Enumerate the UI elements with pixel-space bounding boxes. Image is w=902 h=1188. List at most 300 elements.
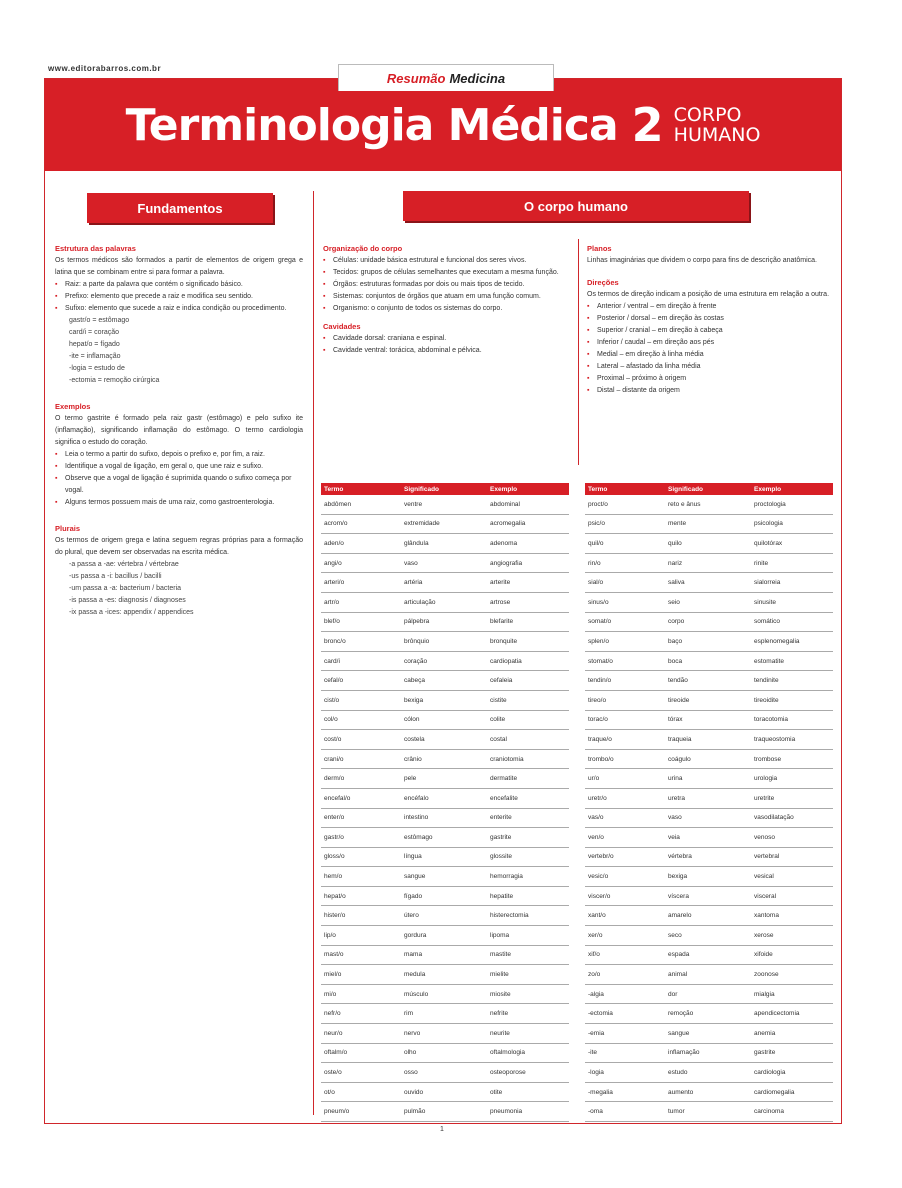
table-cell: traqueia <box>665 730 751 750</box>
table-row <box>585 1024 833 1044</box>
table-row <box>321 690 569 710</box>
table-cell: nefrite <box>487 1004 569 1024</box>
table-row <box>321 867 569 887</box>
table-cell: hem/o <box>321 867 401 887</box>
table-cell: cefaleia <box>487 671 569 691</box>
table-cell: cist/o <box>321 690 401 710</box>
column-header: Termo <box>321 483 401 495</box>
table-cell: tireo/o <box>585 690 665 710</box>
table-cell: cost/o <box>321 730 401 750</box>
table-cell: splen/o <box>585 632 665 652</box>
table-cell: -algia <box>585 984 665 1004</box>
table-row <box>321 808 569 828</box>
list-item: ▪ Identifique a vogal de ligação, em geral o, que une raiz e sufixo. <box>55 461 303 473</box>
column-divider-left <box>313 191 314 1115</box>
table-cell: zo/o <box>585 965 665 985</box>
table-cell: encefal/o <box>321 788 401 808</box>
example-line: gastr/o = estômago <box>69 317 130 324</box>
table-cell: crani/o <box>321 749 401 769</box>
table-cell: pele <box>401 769 487 789</box>
table-cell: cefal/o <box>321 671 401 691</box>
table-row <box>585 847 833 867</box>
example-line: hepat/o = fígado <box>69 341 120 348</box>
table-cell: urologia <box>751 769 833 789</box>
table-row <box>585 671 833 691</box>
table-cell: zoonose <box>751 965 833 985</box>
table-cell: mielite <box>487 965 569 985</box>
table-cell: traqueostomia <box>751 730 833 750</box>
list-cavidades <box>323 333 571 357</box>
table-row <box>321 984 569 1004</box>
table-cell: -ectomia <box>585 1004 665 1024</box>
table-cell: artr/o <box>321 592 401 612</box>
table-cell: pálpebra <box>401 612 487 632</box>
table-cell: neurite <box>487 1024 569 1044</box>
subheading-direcoes: Direções <box>587 278 619 287</box>
table-cell: venoso <box>751 828 833 848</box>
list-direcoes <box>587 301 833 397</box>
subtitle-line2: HUMANO <box>673 124 761 146</box>
table-cell: abdômen <box>321 495 401 514</box>
section-header-corpo: O corpo humano <box>403 191 749 221</box>
table-cell: trombose <box>751 749 833 769</box>
table-header-row <box>321 483 569 495</box>
table-row <box>321 710 569 730</box>
table-cell: colite <box>487 710 569 730</box>
subheading-organizacao: Organização do corpo <box>323 244 403 253</box>
example-line: -ite = inflamação <box>69 353 121 360</box>
table-cell: artrose <box>487 592 569 612</box>
table-cell: col/o <box>321 710 401 730</box>
table-cell: carcinoma <box>751 1102 833 1122</box>
table-cell: veia <box>665 828 751 848</box>
table-cell: lipoma <box>487 926 569 946</box>
table-cell: -ite <box>585 1043 665 1063</box>
table-cell: ventre <box>401 495 487 514</box>
table-cell: apendicectomia <box>751 1004 833 1024</box>
table-row <box>585 651 833 671</box>
table-cell: vertebr/o <box>585 847 665 867</box>
table-row <box>321 730 569 750</box>
table-cell: dor <box>665 984 751 1004</box>
table-cell: seco <box>665 926 751 946</box>
table-row <box>321 1063 569 1083</box>
list-estrutura <box>55 279 303 315</box>
table-cell: ouvido <box>401 1082 487 1102</box>
table-cell: gastrite <box>487 828 569 848</box>
table-cell: animal <box>665 965 751 985</box>
table-row <box>585 886 833 906</box>
table-row <box>585 730 833 750</box>
table-cell: hepat/o <box>321 886 401 906</box>
table-row <box>321 828 569 848</box>
table-cell: craniotomia <box>487 749 569 769</box>
table-cell: bronquite <box>487 632 569 652</box>
table-cell: vértebra <box>665 847 751 867</box>
table-cell: cardiopatia <box>487 651 569 671</box>
table-cell: dermatite <box>487 769 569 789</box>
table-row <box>585 945 833 965</box>
table-cell: -oma <box>585 1102 665 1122</box>
table-row <box>321 1024 569 1044</box>
table-cell: intestino <box>401 808 487 828</box>
list-item: ▪ Lateral – afastado da linha média <box>587 361 833 373</box>
table-row <box>585 965 833 985</box>
table-cell: pneumonia <box>487 1102 569 1122</box>
table-cell: mast/o <box>321 945 401 965</box>
table-cell: cardiologia <box>751 1063 833 1083</box>
table-cell: sinus/o <box>585 592 665 612</box>
column-header: Exemplo <box>487 483 569 495</box>
table-row <box>585 514 833 534</box>
table-cell: oftalm/o <box>321 1043 401 1063</box>
table-row <box>585 495 833 514</box>
table-cell: vesical <box>751 867 833 887</box>
table-cell: arterite <box>487 573 569 593</box>
list-item: ▪ Organismo: o conjunto de todos os sistemas do corpo. <box>323 303 571 315</box>
table-cell: viscer/o <box>585 886 665 906</box>
table-cell: esplenomegalia <box>751 632 833 652</box>
table-cell: baço <box>665 632 751 652</box>
table-cell: tireoidite <box>751 690 833 710</box>
list-item: ▪ Prefixo: elemento que precede a raiz e modifica seu sentido. <box>55 291 303 303</box>
page-subtitle <box>674 105 761 145</box>
table-row <box>321 1004 569 1024</box>
table-cell: pneum/o <box>321 1102 401 1122</box>
table-cell: glândula <box>401 534 487 554</box>
table-cell: artéria <box>401 573 487 593</box>
table-cell: olho <box>401 1043 487 1063</box>
column-header: Significado <box>665 483 751 495</box>
example-line: -logia = estudo de <box>69 365 125 372</box>
table-row <box>585 534 833 554</box>
table-cell: costal <box>487 730 569 750</box>
table-cell: vertebral <box>751 847 833 867</box>
table-cell: quilo <box>665 534 751 554</box>
table-cell: sialorreia <box>751 573 833 593</box>
table-cell: gloss/o <box>321 847 401 867</box>
table-cell: oftalmologia <box>487 1043 569 1063</box>
table-row <box>321 788 569 808</box>
table-cell: rinite <box>751 553 833 573</box>
table-row <box>321 1082 569 1102</box>
paragraph-planos: Linhas imaginárias que dividem o corpo para fins de descrição anatômica. <box>587 257 817 264</box>
table-row <box>321 926 569 946</box>
table-row <box>585 828 833 848</box>
table-cell: encéfalo <box>401 788 487 808</box>
example-line: -a passa a -ae: vértebra / vértebrae <box>69 561 179 568</box>
list-item: ▪ Tecidos: grupos de células semelhantes que executam a mesma função. <box>323 267 571 279</box>
table-cell: mente <box>665 514 751 534</box>
table-cell: aden/o <box>321 534 401 554</box>
list-exemplos <box>55 449 303 509</box>
table-cell: blef/o <box>321 612 401 632</box>
table-cell: encefalite <box>487 788 569 808</box>
table-row <box>321 965 569 985</box>
table-row <box>585 553 833 573</box>
brand-logo <box>338 64 554 91</box>
table-cell: adenoma <box>487 534 569 554</box>
table-cell: amarelo <box>665 906 751 926</box>
paragraph-plurais: Os termos de origem grega e latina seguem regras próprias para a formação do plural, que devem ser observadas na escrita médica. <box>55 537 303 556</box>
table-cell: ur/o <box>585 769 665 789</box>
table-cell: stomat/o <box>585 651 665 671</box>
example-line: card/i = coração <box>69 329 119 336</box>
table-cell: xerose <box>751 926 833 946</box>
table-row <box>321 769 569 789</box>
column-header: Significado <box>401 483 487 495</box>
table-cell: miosite <box>487 984 569 1004</box>
page-title: Terminologia Médica <box>125 99 618 151</box>
subheading-cavidades: Cavidades <box>323 322 361 331</box>
table-row <box>321 945 569 965</box>
table-cell: vaso <box>665 808 751 828</box>
table-cell: extremidade <box>401 514 487 534</box>
terms-table-right <box>585 483 833 1122</box>
table-cell: coração <box>401 651 487 671</box>
table-row <box>321 573 569 593</box>
brand-part2: Medicina <box>449 70 506 86</box>
table-row <box>585 690 833 710</box>
table-row <box>321 847 569 867</box>
list-item: ▪ Inferior / caudal – em direção aos pés <box>587 337 833 349</box>
table-cell: bexiga <box>665 867 751 887</box>
list-item: ▪ Superior / cranial – em direção à cabeça <box>587 325 833 337</box>
table-cell: costela <box>401 730 487 750</box>
table-cell: sangue <box>665 1024 751 1044</box>
table-cell: medula <box>401 965 487 985</box>
table-cell: uretrite <box>751 788 833 808</box>
table-cell: quilotórax <box>751 534 833 554</box>
table-cell: mi/o <box>321 984 401 1004</box>
sheet <box>44 78 842 1124</box>
table-cell: -logia <box>585 1063 665 1083</box>
table-cell: -emia <box>585 1024 665 1044</box>
table-row <box>585 788 833 808</box>
table-cell: boca <box>665 651 751 671</box>
table-row <box>585 573 833 593</box>
table-cell: remoção <box>665 1004 751 1024</box>
list-item: ▪ Sufixo: elemento que sucede a raiz e indica condição ou procedimento. <box>55 303 303 315</box>
table-cell: acrom/o <box>321 514 401 534</box>
table-cell: xantoma <box>751 906 833 926</box>
table-row <box>585 1004 833 1024</box>
table-cell: ot/o <box>321 1082 401 1102</box>
table-cell: histerectomia <box>487 906 569 926</box>
table-cell: proct/o <box>585 495 665 514</box>
table-cell: nariz <box>665 553 751 573</box>
corpo-column-right <box>587 243 833 397</box>
table-cell: coágulo <box>665 749 751 769</box>
table-cell: aumento <box>665 1082 751 1102</box>
terms-table-left <box>321 483 569 1122</box>
table-row <box>321 495 569 514</box>
table-cell: enterite <box>487 808 569 828</box>
table-cell: enter/o <box>321 808 401 828</box>
list-item: ▪ Medial – em direção à linha média <box>587 349 833 361</box>
table-cell: brônquio <box>401 632 487 652</box>
list-item: ▪ Anterior / ventral – em direção à frente <box>587 301 833 313</box>
table-cell: osteoporose <box>487 1063 569 1083</box>
table-cell: psic/o <box>585 514 665 534</box>
table-row <box>585 769 833 789</box>
table-cell: língua <box>401 847 487 867</box>
paragraph-direcoes: Os termos de direção indicam a posição de uma estrutura em relação a outra. <box>587 291 830 298</box>
table-header-row <box>585 483 833 495</box>
list-item: ▪ Posterior / dorsal – em direção às costas <box>587 313 833 325</box>
table-row <box>321 514 569 534</box>
list-item: ▪ Alguns termos possuem mais de uma raiz, como gastroenterologia. <box>55 497 303 509</box>
table-cell: sinusite <box>751 592 833 612</box>
table-cell: cabeça <box>401 671 487 691</box>
table-cell: nefr/o <box>321 1004 401 1024</box>
table-cell: uretra <box>665 788 751 808</box>
table-cell: somático <box>751 612 833 632</box>
table-cell: anemia <box>751 1024 833 1044</box>
table-cell: uretr/o <box>585 788 665 808</box>
list-item: ▪ Observe que a vogal de ligação é suprimida quando o sufixo começa por vogal. <box>55 473 303 497</box>
table-cell: blefarite <box>487 612 569 632</box>
page-number: 1 <box>440 1126 444 1133</box>
list-organizacao <box>323 255 571 315</box>
table-cell: visceral <box>751 886 833 906</box>
table-cell: vaso <box>401 553 487 573</box>
table-row <box>585 1082 833 1102</box>
list-item: ▪ Leia o termo a partir do sufixo, depois o prefixo e, por fim, a raiz. <box>55 449 303 461</box>
example-line: -um passa a -a: bacterium / bacteria <box>69 585 182 592</box>
table-cell: traque/o <box>585 730 665 750</box>
table-cell: card/i <box>321 651 401 671</box>
list-item: ▪ Células: unidade básica estrutural e funcional dos seres vivos. <box>323 255 571 267</box>
table-cell: xer/o <box>585 926 665 946</box>
table-row <box>321 592 569 612</box>
table-cell: pulmão <box>401 1102 487 1122</box>
table-cell: mastite <box>487 945 569 965</box>
table-row <box>585 867 833 887</box>
table-cell: vasodilatação <box>751 808 833 828</box>
table-cell: sial/o <box>585 573 665 593</box>
table-row <box>585 592 833 612</box>
table-cell: estudo <box>665 1063 751 1083</box>
table-row <box>585 1043 833 1063</box>
column-divider-right <box>578 239 579 465</box>
table-cell: cardiomegalia <box>751 1082 833 1102</box>
page-number-title: 2 <box>631 98 664 152</box>
table-cell: espada <box>665 945 751 965</box>
list-item: ▪ Cavidade dorsal: craniana e espinal. <box>323 333 571 345</box>
subtitle-line1: CORPO <box>673 104 742 126</box>
table-cell: gastrite <box>751 1043 833 1063</box>
table-cell: xif/o <box>585 945 665 965</box>
table-cell: trombo/o <box>585 749 665 769</box>
table-cell: acromegalia <box>487 514 569 534</box>
table-cell: reto e ânus <box>665 495 751 514</box>
list-item: ▪ Proximal – próximo à origem <box>587 373 833 385</box>
list-item: ▪ Distal – distante da origem <box>587 385 833 397</box>
table-cell: derm/o <box>321 769 401 789</box>
list-item: ▪ Cavidade ventral: torácica, abdominal e pélvica. <box>323 345 571 357</box>
example-line: -is passa a -es: diagnosis / diagnoses <box>69 597 186 604</box>
table-row <box>585 984 833 1004</box>
table-cell: tendão <box>665 671 751 691</box>
table-cell: arteri/o <box>321 573 401 593</box>
subheading-plurais: Plurais <box>55 524 81 533</box>
table-cell: tireoide <box>665 690 751 710</box>
subheading-estrutura: Estrutura das palavras <box>55 244 136 253</box>
table-cell: quil/o <box>585 534 665 554</box>
corpo-column-middle <box>323 243 571 357</box>
table-row <box>321 886 569 906</box>
table-row <box>585 808 833 828</box>
table-cell: otite <box>487 1082 569 1102</box>
table-cell: mialgia <box>751 984 833 1004</box>
table-cell: crânio <box>401 749 487 769</box>
table-cell: psicologia <box>751 514 833 534</box>
table-cell: xant/o <box>585 906 665 926</box>
table-cell: proctologia <box>751 495 833 514</box>
table-cell: estômago <box>401 828 487 848</box>
table-cell: miel/o <box>321 965 401 985</box>
table-cell: mama <box>401 945 487 965</box>
site-url: www.editorabarros.com.br <box>48 64 162 73</box>
table-cell: rin/o <box>585 553 665 573</box>
table-row <box>585 926 833 946</box>
table-cell: saliva <box>665 573 751 593</box>
table-cell: corpo <box>665 612 751 632</box>
table-cell: bronc/o <box>321 632 401 652</box>
table-cell: hister/o <box>321 906 401 926</box>
table-cell: -megalia <box>585 1082 665 1102</box>
table-cell: vas/o <box>585 808 665 828</box>
table-row <box>585 749 833 769</box>
example-line: -us passa a -i: bacillus / bacilli <box>69 573 162 580</box>
table-cell: somat/o <box>585 612 665 632</box>
table-cell: lip/o <box>321 926 401 946</box>
table-cell: gastr/o <box>321 828 401 848</box>
table-row <box>321 534 569 554</box>
table-cell: oste/o <box>321 1063 401 1083</box>
table-cell: músculo <box>401 984 487 1004</box>
paragraph-exemplos: O termo gastrite é formado pela raiz gastr (estômago) e pelo sufixo ite (inflamação), significando inflamação do estômago. O termo cardiologia significa o estudo do coração. <box>55 415 303 446</box>
column-header: Exemplo <box>751 483 833 495</box>
list-item: ▪ Sistemas: conjuntos de órgãos que atuam em uma função comum. <box>323 291 571 303</box>
table-cell: abdominal <box>487 495 569 514</box>
table-cell: tórax <box>665 710 751 730</box>
table-cell: glossite <box>487 847 569 867</box>
table-row <box>321 632 569 652</box>
table-row <box>585 1063 833 1083</box>
example-line: -ectomia = remoção cirúrgica <box>69 377 160 384</box>
example-line: -ix passa a -ices: appendix / appendices <box>69 609 194 616</box>
table-cell: cólon <box>401 710 487 730</box>
table-cell: útero <box>401 906 487 926</box>
table-row <box>585 710 833 730</box>
table-cell: angiografia <box>487 553 569 573</box>
table-cell: sangue <box>401 867 487 887</box>
section-header-fundamentos: Fundamentos <box>87 193 273 223</box>
table-row <box>321 1102 569 1122</box>
table-cell: víscera <box>665 886 751 906</box>
list-item: ▪ Órgãos: estruturas formadas por dois ou mais tipos de tecido. <box>323 279 571 291</box>
table-cell: cistite <box>487 690 569 710</box>
table-cell: osso <box>401 1063 487 1083</box>
table-cell: hemorragia <box>487 867 569 887</box>
table-row <box>585 632 833 652</box>
table-cell: estomatite <box>751 651 833 671</box>
table-cell: vesic/o <box>585 867 665 887</box>
table-cell: tumor <box>665 1102 751 1122</box>
table-row <box>321 1043 569 1063</box>
